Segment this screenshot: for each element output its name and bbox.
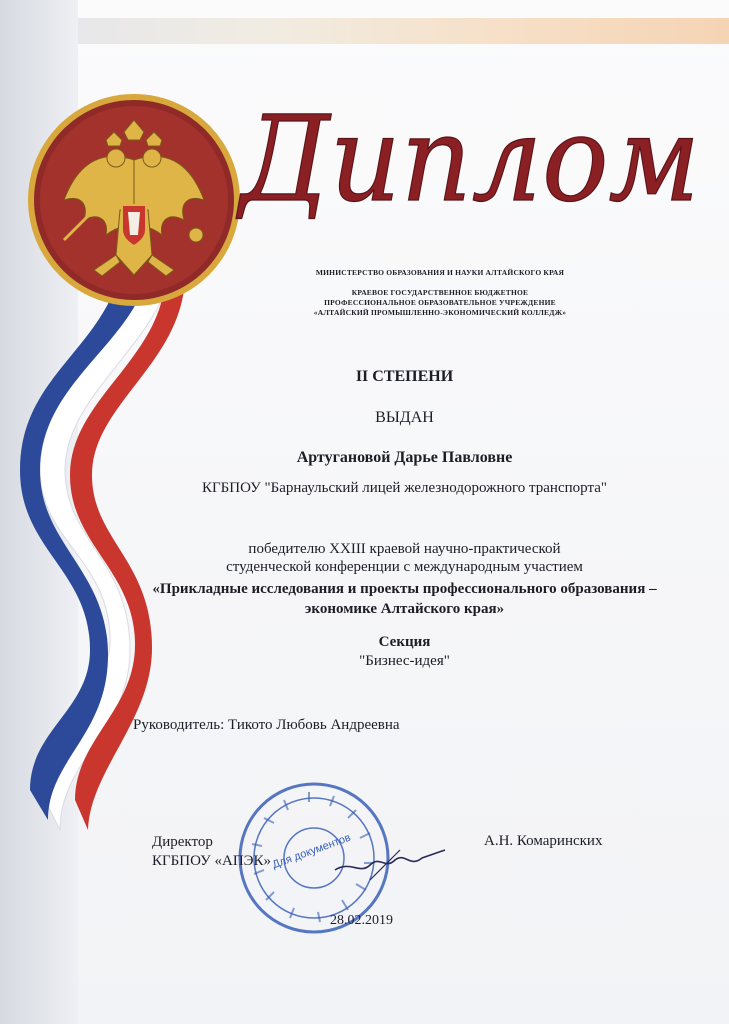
- conference-line-1: «Прикладные исследования и проекты профессионального образования –: [152, 581, 657, 597]
- issue-date: 28.02.2019: [330, 913, 393, 928]
- college-line-3: «АЛТАЙСКИЙ ПРОМЫШЛЕННО-ЭКОНОМИЧЕСКИЙ КОЛЛЕДЖ»: [313, 308, 567, 317]
- stamp-text: Для документов: [270, 831, 353, 872]
- ministry-name: МИНИСТЕРСТВО ОБРАЗОВАНИЯ И НАУКИ АЛТАЙСКОГО КРАЯ: [315, 268, 565, 277]
- achievement-text: [80, 540, 729, 576]
- supervisor-line: Руководитель: Тикото Любовь Андреевна: [133, 717, 400, 733]
- recipient-name: Артугановой Дарье Павловне: [296, 449, 513, 466]
- achievement-line-1: победителю XXIII краевой научно-практической: [248, 541, 561, 557]
- achievement-line-2: студенческой конференции с международным участием: [226, 559, 583, 575]
- college-line-1: КРАЕВОЕ ГОСУДАРСТВЕННОЕ БЮДЖЕТНОЕ: [351, 288, 529, 297]
- conference-title: [80, 579, 729, 619]
- degree-heading: II СТЕПЕНИ: [355, 368, 454, 385]
- director-block: [152, 833, 271, 871]
- director-title: Директор: [152, 834, 213, 850]
- recipient-institution: КГБПОУ "Барнаульский лицей железнодорожного транспорта": [202, 480, 607, 496]
- issued-label: ВЫДАН: [375, 409, 434, 426]
- section-name: "Бизнес-идея": [359, 653, 450, 669]
- diploma-title-text: Диплом: [235, 90, 700, 228]
- director-organization: КГБПОУ «АПЭК»: [152, 853, 272, 869]
- director-signature: [330, 830, 450, 890]
- section-label: Секция: [378, 634, 431, 650]
- conference-line-2: экономике Алтайского края»: [304, 601, 505, 617]
- director-name: А.Н. Комаринских: [484, 833, 603, 849]
- college-line-2: ПРОФЕССИОНАЛЬНОЕ ОБРАЗОВАТЕЛЬНОЕ УЧРЕЖДЕНИЕ: [324, 298, 556, 307]
- diploma-title: [230, 50, 710, 230]
